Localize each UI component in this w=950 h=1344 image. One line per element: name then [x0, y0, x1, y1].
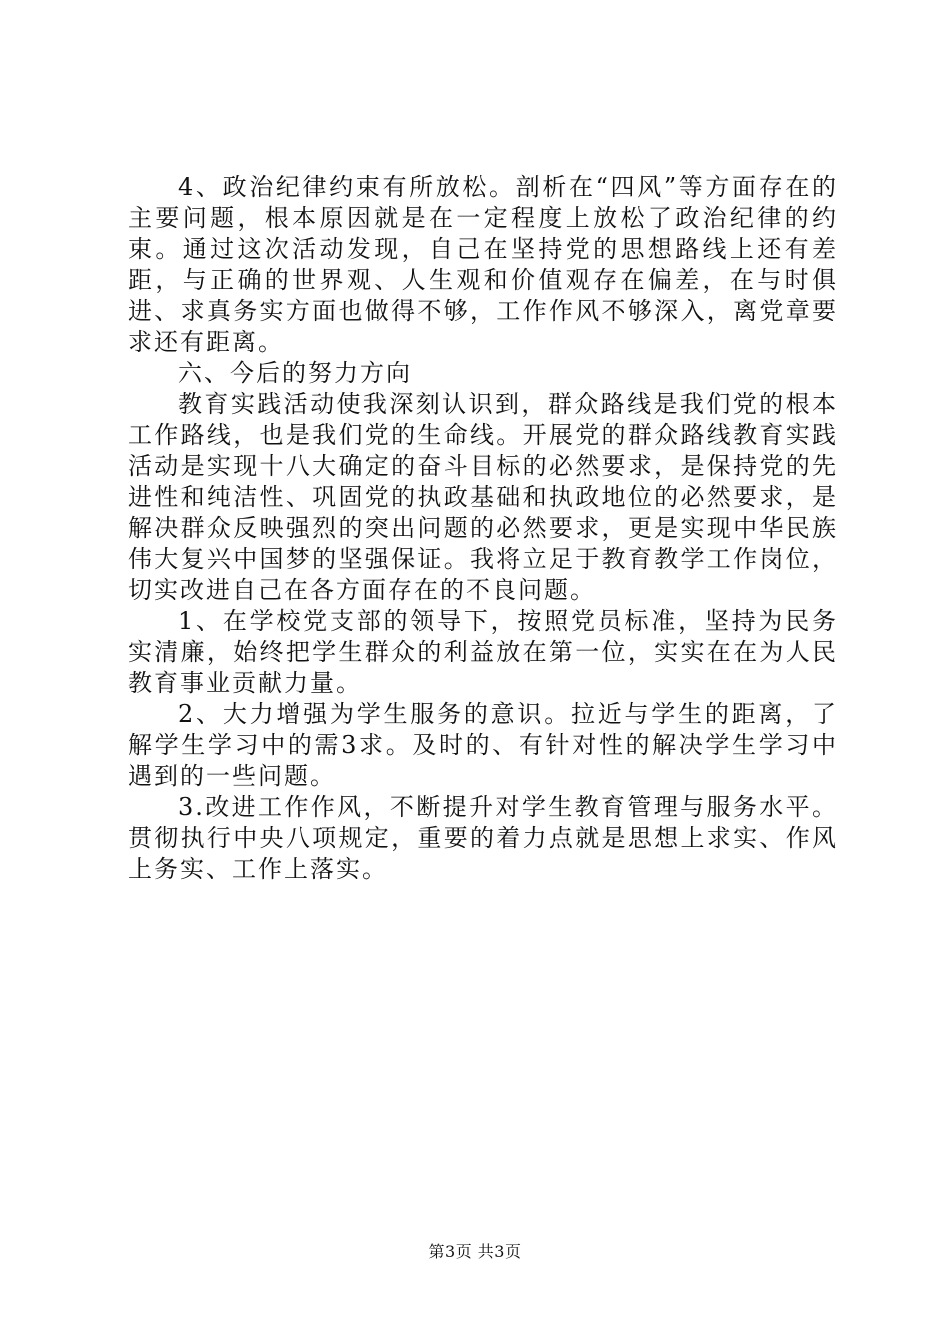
- document-body: [128, 172, 838, 885]
- paragraph-point-1: 1、在学校党支部的领导下，按照党员标准，坚持为民务实清廉，始终把学生群众的利益放在第一位，实实在在为人民教育事业贡献力量。: [128, 607, 838, 697]
- paragraph-item-4: 4、政治纪律约束有所放松。剖析在“四风”等方面存在的主要问题，根本原因就是在一定程度上放松了政治纪律的约束。通过这次活动发现，自己在坚持党的思想路线上还有差距，与正确的世界观、人生观和价值观存在偏差，在与时俱进、求真务实方面也做得不够，工作作风不够深入，离党章要求还有距离。: [128, 173, 838, 356]
- paragraph-point-3: 3.改进工作作风，不断提升对学生教育管理与服务水平。贯彻执行中央八项规定，重要的着力点就是思想上求实、作风上务实、工作上落实。: [128, 793, 838, 883]
- paragraph-point-2: 2、大力增强为学生服务的意识。拉近与学生的距离，了解学生学习中的需3求。及时的、有针对性的解决学生学习中遇到的一些问题。: [128, 700, 838, 790]
- section-heading-6: 六、今后的努力方向: [178, 359, 412, 387]
- page-number-footer: 第3页 共3页: [428, 1242, 522, 1261]
- paragraph-intro: 教育实践活动使我深刻认识到，群众路线是我们党的根本工作路线，也是我们党的生命线。开展党的群众路线教育实践活动是实现十八大确定的奋斗目标的必然要求，是保持党的先进性和纯洁性、巩固党的执政基础和执政地位的必然要求，是解决群众反映强烈的突出问题的必然要求，更是实现中华民族伟大复兴中国梦的坚强保证。我将立足于教育教学工作岗位，切实改进自己在各方面存在的不良问题。: [128, 390, 838, 604]
